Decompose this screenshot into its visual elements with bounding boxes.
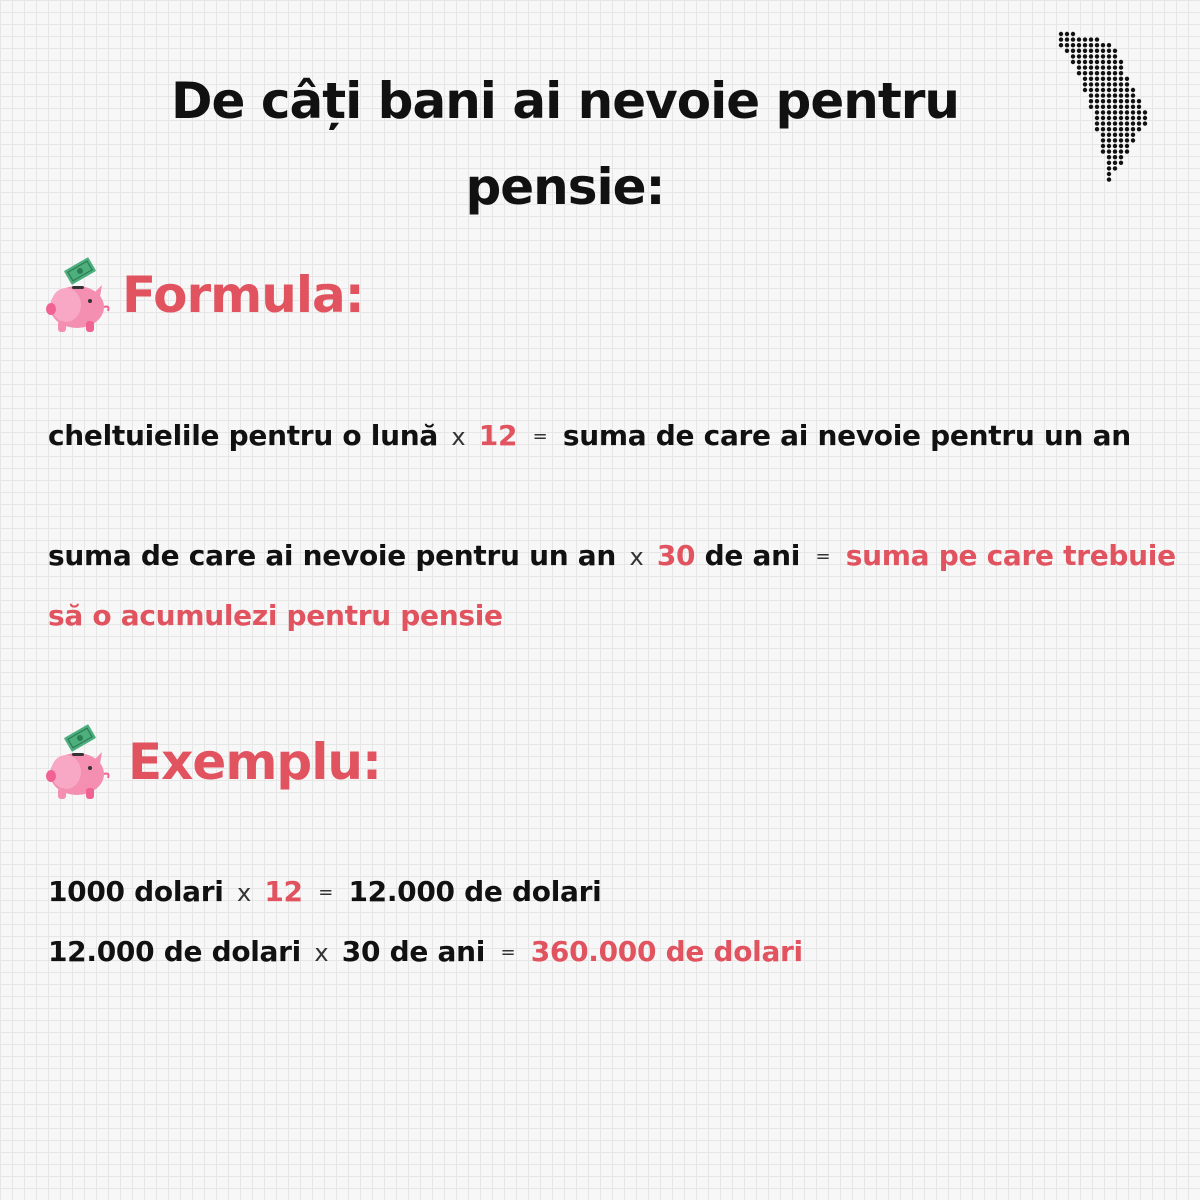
multiply-sign: x — [629, 543, 644, 571]
monthly-amount: 1000 dolari — [48, 875, 224, 908]
formula-line-3: să o acumulezi pentru pensie — [48, 599, 503, 632]
equals-sign: = — [500, 942, 516, 963]
equals-sign: = — [815, 546, 831, 567]
formula-heading — [44, 255, 364, 335]
equals-sign: = — [532, 426, 548, 447]
equals-sign: = — [318, 882, 333, 903]
formula-line-2 — [48, 526, 1176, 590]
years-count: 30 — [656, 539, 696, 572]
moldova-dotted-map-icon — [1050, 30, 1170, 185]
retirement-total: 360.000 de dolari — [530, 935, 803, 968]
example-line-1 — [48, 862, 601, 926]
example-heading — [44, 722, 381, 802]
yearly-amount: 12.000 de dolari — [48, 935, 301, 968]
years-count: 30 de ani — [341, 935, 486, 968]
multiply-sign: x — [451, 423, 466, 451]
piggy-bank-icon — [44, 722, 114, 802]
months-count: 12 — [264, 875, 303, 908]
monthly-expenses-text: cheltuielile pentru o lună — [48, 419, 438, 452]
formula-title: Formula: — [122, 266, 364, 324]
multiply-sign: x — [237, 879, 251, 907]
page-title-line-2: pensie: — [465, 158, 665, 216]
months-count: 12 — [478, 419, 518, 452]
multiply-sign: x — [314, 939, 329, 967]
yearly-sum-text: suma de care ai nevoie pentru un an — [48, 539, 617, 572]
yearly-amount: 12.000 de dolari — [348, 875, 602, 908]
piggy-bank-icon — [44, 255, 114, 335]
years-label: de ani — [704, 539, 801, 572]
example-line-2 — [48, 922, 803, 986]
yearly-sum-text: suma de care ai nevoie pentru un an — [562, 419, 1131, 452]
page-title-line-1: De câți bani ai nevoie pentru — [171, 72, 959, 130]
page-title — [160, 58, 970, 230]
example-title: Exemplu: — [128, 733, 381, 791]
retirement-sum-text: suma pe care trebuie — [845, 539, 1176, 572]
formula-line-1 — [48, 406, 1131, 470]
